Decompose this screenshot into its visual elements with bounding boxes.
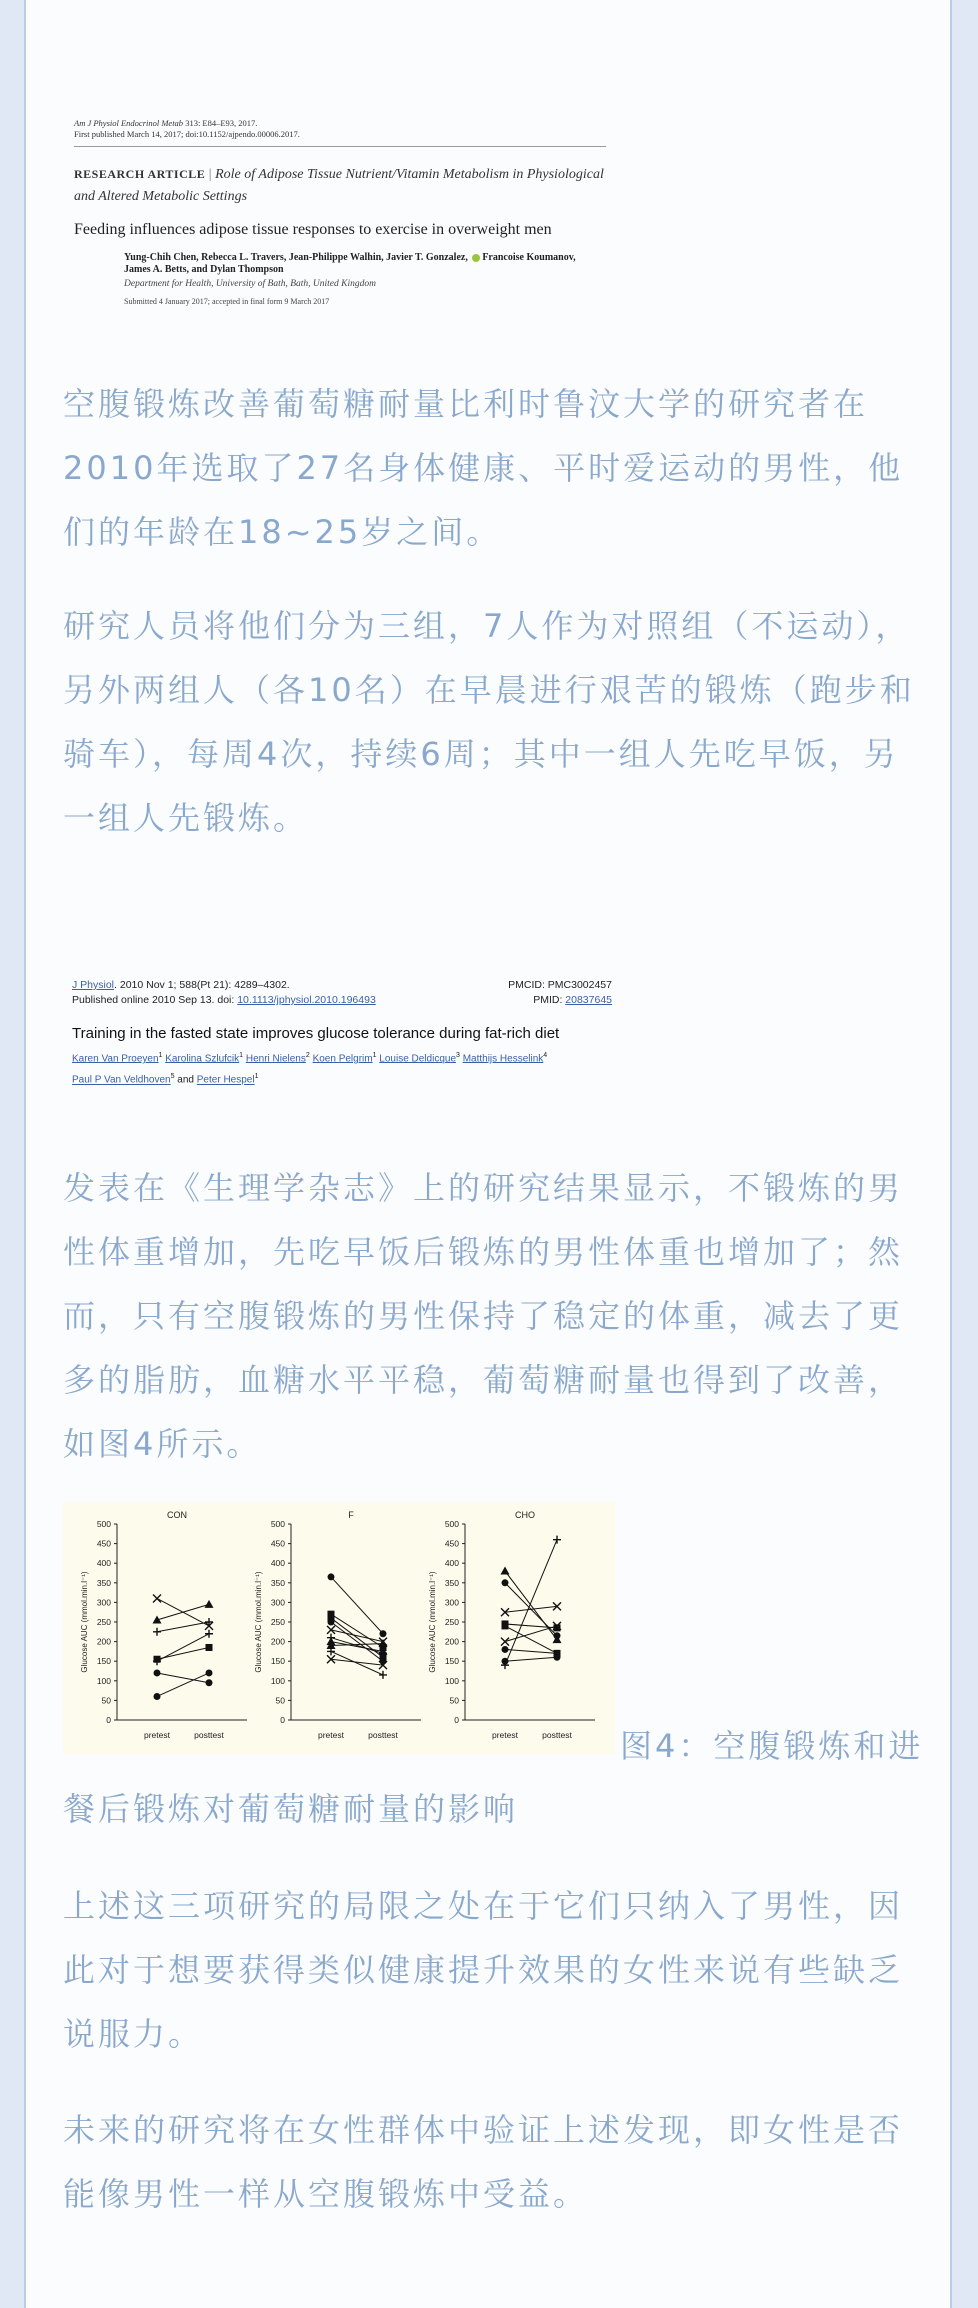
y-axis-label: Glucose AUC (mmol.min.l⁻¹) [80, 1571, 89, 1673]
x-tick-label: pretest [318, 1730, 344, 1740]
paper2-pmid-link[interactable]: 20837645 [565, 994, 612, 1006]
series-line [157, 1622, 209, 1632]
x-tick-label: posttest [368, 1730, 398, 1740]
paper1-submitted: Submitted 4 January 2017; accepted in final form 9 March 2017 [124, 297, 330, 306]
author-affiliation: 1 [158, 1052, 163, 1059]
y-tick-label: 350 [444, 1577, 459, 1588]
data-point [328, 1573, 335, 1580]
y-tick-label: 100 [270, 1675, 285, 1686]
y-tick-label: 450 [270, 1538, 285, 1549]
x-tick-label: posttest [542, 1730, 572, 1740]
data-point [554, 1650, 561, 1657]
figure-caption-line1: 图4：空腹锻炼和进 [620, 1727, 924, 1765]
data-point [502, 1646, 509, 1653]
series-line [505, 1571, 557, 1640]
series-line [331, 1577, 383, 1634]
y-tick-label: 100 [96, 1675, 111, 1686]
data-point [502, 1579, 509, 1586]
data-point [206, 1679, 213, 1686]
author-link[interactable]: Louise Deldicque [379, 1053, 456, 1065]
paper1-authors-c: James A. Betts, and Dylan Thompson [124, 264, 284, 275]
y-tick-label: 150 [270, 1656, 285, 1667]
data-point [206, 1669, 213, 1676]
y-tick-label: 150 [96, 1656, 111, 1667]
paragraph-3: 发表在《生理学杂志》上的研究结果显示，不锻炼的男性体重增加，先吃早饭后锻炼的男性体重也增加了；然而，只有空腹锻炼的男性保持了稳定的体重，减去了更多的脂肪，血糖水平平稳，葡萄糖耐量也得到了改善，如图4所示。 [63, 1169, 904, 1463]
y-tick-label: 500 [96, 1519, 111, 1529]
y-tick-label: 300 [270, 1597, 285, 1608]
y-tick-label: 350 [270, 1577, 285, 1588]
y-tick-label: 300 [444, 1597, 459, 1608]
y-tick-label: 100 [444, 1675, 459, 1686]
x-tick-label: posttest [194, 1730, 224, 1740]
paper1-title: Feeding influences adipose tissue responses to exercise in overweight men [74, 221, 552, 238]
paper2-journal-link[interactable]: J Physiol [72, 979, 115, 991]
paper2-header-image [72, 978, 612, 1090]
paper1-article-type: RESEARCH ARTICLE [74, 167, 206, 181]
y-tick-label: 250 [444, 1617, 459, 1627]
paragraph-4: 上述这三项研究的局限之处在于它们只纳入了男性，因此对于想要获得类似健康提升效果的女性来说有些缺乏说服力。 [63, 1887, 904, 2053]
paper1-department: Department for Health, University of Bath, Bath, United Kingdom [124, 279, 376, 289]
y-tick-label: 350 [96, 1577, 111, 1588]
data-point [327, 1626, 335, 1634]
y-tick-label: 500 [444, 1519, 459, 1529]
data-point [502, 1622, 509, 1629]
paper2-pmcid: PMCID: PMC3002457 [508, 979, 612, 991]
series-line [157, 1634, 209, 1661]
y-tick-label: 50 [449, 1695, 459, 1706]
paper1-header-image: Am J Physiol Endocrinol Metab 313: E84–E93, 2017. First published March 14, 2017; doi:10.1152/ajpendo.00006.2017. RESEARCH ARTICLE | Role of Adipose Tissue Nutrient/Vitamin Metabolism in Physiological and Altered Metabolic Settings Feeding influences adipose tissue responses to exercise in overweight men Yung-Chih Chen, Rebecca L. Travers, Jean-Philippe Walhin, Javier T. Gonzalez, Francoise Koumanov, James A. Betts, and Dylan Thompson Department for Health, University of Bath, Bath, United Kingdom Submitted 4 January 2017; accepted in final form 9 March 2017 [74, 118, 614, 307]
series-line [331, 1659, 383, 1665]
figure-caption-line2: 餐后锻炼对葡萄糖耐量的影响 [63, 1790, 519, 1828]
y-tick-label: 0 [454, 1715, 459, 1725]
y-tick-label: 400 [444, 1558, 459, 1569]
y-axis-label: Glucose AUC (mmol.min.l⁻¹) [428, 1571, 437, 1673]
author-link[interactable]: Peter Hespel [196, 1074, 255, 1086]
data-point [554, 1632, 561, 1639]
series-line [157, 1604, 209, 1620]
series-line [157, 1673, 209, 1697]
y-tick-label: 250 [270, 1617, 285, 1627]
paper1-authors-b: Francoise Koumanov, [482, 252, 576, 263]
panel-title: CON [167, 1510, 187, 1520]
data-point [328, 1619, 335, 1626]
series-line [505, 1606, 557, 1612]
y-tick-label: 50 [101, 1695, 111, 1706]
y-axis-label: Glucose AUC (mmol.min.l⁻¹) [254, 1571, 263, 1673]
data-point [153, 1594, 161, 1602]
x-tick-label: pretest [144, 1730, 170, 1740]
data-point [501, 1638, 509, 1646]
series-line [505, 1624, 557, 1628]
author-link[interactable]: Henri Nielens [245, 1053, 306, 1065]
y-tick-label: 250 [96, 1617, 111, 1627]
series-line [505, 1657, 557, 1661]
data-point [153, 1628, 161, 1636]
data-point [379, 1671, 387, 1679]
paper1-journal: Am J Physiol Endocrinol Metab [74, 118, 184, 128]
author-affiliation: 5 [170, 1073, 175, 1081]
and-word: and [174, 1074, 197, 1086]
paragraph-5: 未来的研究将在女性群体中验证上述发现，即女性是否能像男性一样从空腹锻炼中受益。 [63, 2111, 904, 2213]
y-tick-label: 200 [270, 1636, 285, 1647]
author-affiliation: 1 [372, 1052, 377, 1059]
paper2-pmid-label: PMID: [533, 994, 566, 1006]
author-link[interactable]: Karolina Szlufcik [165, 1053, 240, 1065]
author-link[interactable]: Koen Pelgrim [312, 1053, 373, 1065]
y-tick-label: 400 [270, 1558, 285, 1569]
author-link[interactable]: Karen Van Proeyen [72, 1053, 159, 1065]
y-tick-label: 0 [106, 1715, 111, 1725]
y-tick-label: 150 [444, 1656, 459, 1667]
paper1-section: Role of Adipose Tissue Nutrient/Vitamin Metabolism in Physiological and Altered Metabolic Settings [74, 167, 604, 204]
paper2-citation: . 2010 Nov 1; 588(Pt 21): 4289–4302. [114, 979, 290, 991]
paper1-published: First published March 14, 2017; doi:10.1152/ajpendo.00006.2017. [74, 129, 300, 139]
orcid-icon [472, 254, 480, 262]
panel-title: CHO [515, 1510, 535, 1520]
data-point [501, 1567, 510, 1575]
series-line [331, 1614, 383, 1647]
author-affiliation: 4 [543, 1052, 548, 1059]
paper1-rule [74, 146, 606, 147]
author-link[interactable]: Paul P Van Veldhoven [72, 1074, 171, 1086]
y-tick-label: 450 [444, 1538, 459, 1549]
data-point [553, 1536, 561, 1544]
paper2-published: Published online 2010 Sep 13. doi: [72, 994, 238, 1006]
data-point [154, 1693, 161, 1700]
y-tick-label: 400 [96, 1558, 111, 1569]
series-line [505, 1649, 557, 1653]
author-affiliation: 2 [305, 1052, 310, 1059]
data-point [206, 1644, 213, 1651]
y-tick-label: 500 [270, 1519, 285, 1529]
y-tick-label: 300 [96, 1597, 111, 1608]
author-link[interactable]: Matthijs Hesselink [462, 1053, 544, 1065]
y-tick-label: 50 [275, 1695, 285, 1706]
series-line [157, 1673, 209, 1683]
author-affiliation: 3 [456, 1052, 460, 1059]
paper2-doi-link[interactable]: 10.1113/jphysiol.2010.196493 [237, 994, 376, 1006]
series-line [505, 1540, 557, 1665]
glucose-chart [63, 1502, 615, 1754]
paper1-authors: Yung-Chih Chen, Rebecca L. Travers, Jean-Philippe Walhin, Javier T. Gonzalez, [124, 252, 468, 263]
author-affiliation: 1 [254, 1073, 259, 1081]
paper1-citation: 313: E84–E93, 2017. [183, 118, 258, 128]
paper2-authors [72, 1047, 612, 1090]
data-point [379, 1639, 388, 1647]
y-tick-label: 0 [280, 1715, 285, 1725]
y-tick-label: 450 [96, 1538, 111, 1549]
panel-title: F [348, 1510, 354, 1520]
paragraph-2: 研究人员将他们分为三组，7人作为对照组（不运动），另外两组人（各10名）在早晨进行艰苦的锻炼（跑步和骑车），每周4次，持续6周；其中一组人先吃早饭，另一组人先锻炼。 [63, 607, 915, 837]
x-tick-label: pretest [492, 1730, 518, 1740]
data-point [205, 1600, 214, 1608]
y-tick-label: 200 [96, 1636, 111, 1647]
author-affiliation: 1 [239, 1052, 244, 1059]
figure-4 [63, 1502, 615, 1754]
paragraph-1: 空腹锻炼改善葡萄糖耐量比利时鲁汶大学的研究者在2010年选取了27名身体健康、平时爱运动的男性，他们的年龄在18~25岁之间。 [63, 385, 904, 551]
data-point [154, 1669, 161, 1676]
y-tick-label: 200 [444, 1636, 459, 1647]
data-point [205, 1630, 213, 1638]
paper2-title: Training in the fasted state improves glucose tolerance during fat-rich diet [72, 1025, 560, 1042]
data-point [380, 1630, 387, 1637]
